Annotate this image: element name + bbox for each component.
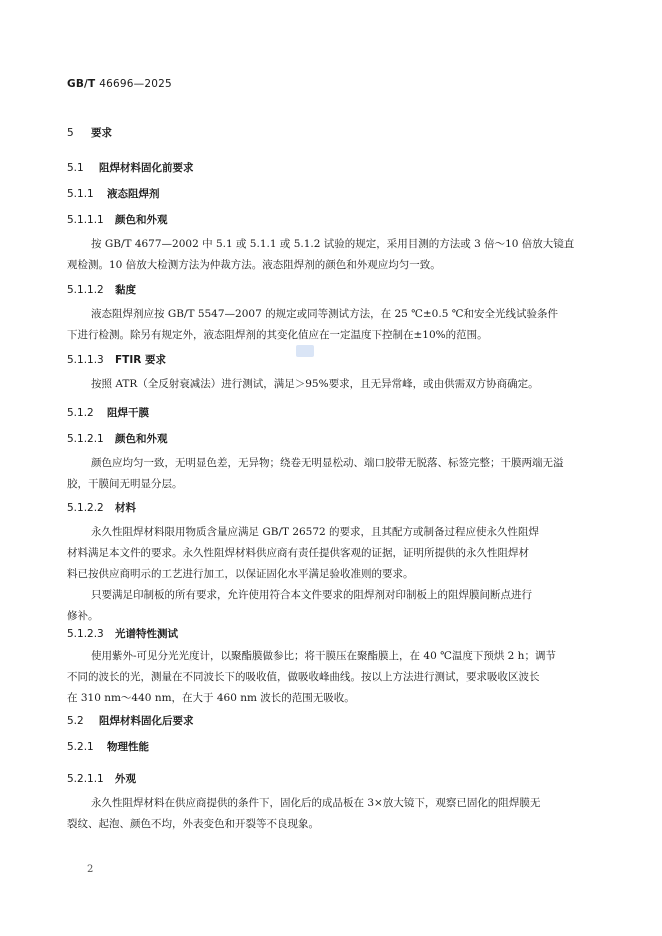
paragraph-dryfilm-appearance: 颜色应均匀一致，无明显色差，无异物；绕卷无明显松动、端口胶带无脱落、标签完整；干膜两端无溢 胶，干膜间无明显分层。 <box>67 457 564 490</box>
section-heading-5-2-1: 5.2.1 物理性能 <box>67 741 149 753</box>
section-heading-5-1-2-3: 5.1.2.3 光谱特性测试 <box>67 628 178 640</box>
page-number: 2 <box>87 864 94 875</box>
section-heading-5-1-2-1: 5.1.2.1 颜色和外观 <box>67 433 168 445</box>
paragraph-color-appearance: 按 GB/T 4677—2002 中 5.1 或 5.1.1 或 5.1.2 试验的规定，采用目测的方法或 3 倍～10 倍放大镜直 观检测。10 倍放大检测方法为仲裁方法。液态阻焊剂的颜色和外观应均匀一致。 <box>67 238 575 271</box>
section-heading-5-1-1-2: 5.1.1.2 黏度 <box>67 284 136 296</box>
section-heading-5-1-1: 5.1.1 液态阻焊剂 <box>67 188 160 200</box>
section-heading-5-1-1-1: 5.1.1.1 颜色和外观 <box>67 214 168 226</box>
paragraph-physical-appearance: 永久性阻焊材料在供应商提供的条件下，固化后的成品板在 3×放大镜下，观察已固化的阻焊膜无 裂纹、起泡、颜色不均，外表变色和开裂等不良现象。 <box>67 797 541 830</box>
paragraph-ftir: 按照 ATR（全反射衰减法）进行测试，满足＞95%要求，且无异常峰，或由供需双方协商确定。 <box>91 378 539 390</box>
standard-code <box>67 78 172 90</box>
paragraph-viscosity: 液态阻焊剂应按 GB/T 5547—2007 的规定或同等测试方法，在 25 ℃±0.5 ℃和安全光线试验条件 下进行检测。除另有规定外，液态阻焊剂的其变化值应在一定温度下控制在±10%的范围。 <box>67 308 558 341</box>
standard-prefix: GB/T <box>67 78 96 90</box>
watermark-mark <box>296 345 314 357</box>
section-heading-5-1: 5.1 阻焊材料固化前要求 <box>67 162 194 174</box>
paragraph-material: 永久性阻焊材料限用物质含量应满足 GB/T 26572 的要求，且其配方或制备过程应使永久性阻焊 材料满足本文件的要求。永久性阻焊材料供应商有责任提供客观的证据，证明所提供的永久性阻焊材 料已按供应商明示的工艺进行加工，以保证固化水平满足验收准则的要求。 只要满足印制板的所有要求，允许使用符合本文件要求的阻焊剂对印制板上的阻焊膜间断点进行 修补。 <box>67 526 540 622</box>
section-heading-5-2: 5.2 阻焊材料固化后要求 <box>67 715 194 727</box>
section-heading-5-1-2-2: 5.1.2.2 材料 <box>67 502 136 514</box>
paragraph-spectral-test: 使用紫外-可见分光光度计，以聚酯膜做参比；将干膜压在聚酯膜上，在 40 ℃温度下预烘 2 h；调节 不同的波长的光，测量在不同波长下的吸收值，做吸收峰曲线。按以上方法进行测试，要求吸收区波长 在 310 nm～440 nm，在大于 460 nm 波长的范围无吸收。 <box>67 650 556 704</box>
section-heading-5-1-1-3: 5.1.1.3 FTIR 要求 <box>67 354 166 366</box>
section-heading-5: 5 要求 <box>67 127 112 139</box>
section-heading-5-1-2: 5.1.2 阻焊干膜 <box>67 407 149 419</box>
standard-number: 46696—2025 <box>99 78 172 90</box>
section-heading-5-2-1-1: 5.2.1.1 外观 <box>67 773 136 785</box>
